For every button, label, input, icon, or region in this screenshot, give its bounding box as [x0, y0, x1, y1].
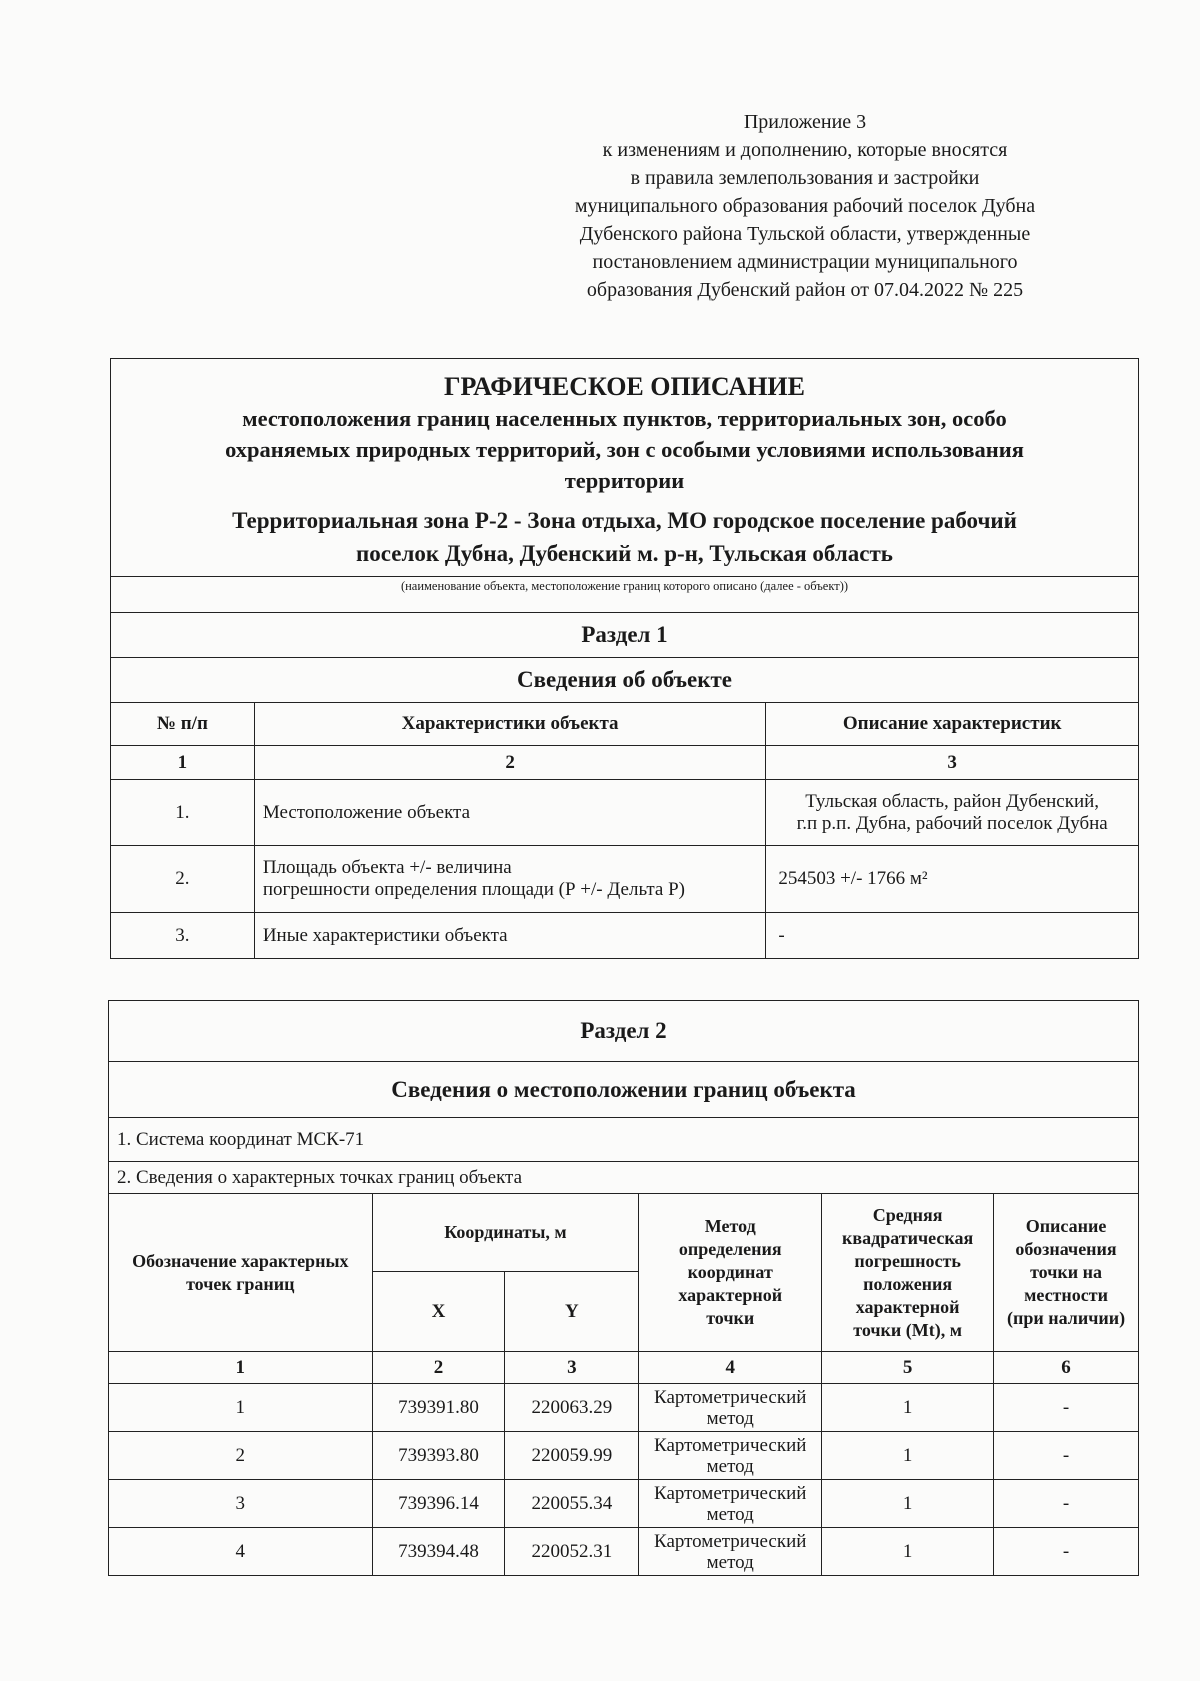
header-line: характерной — [678, 1285, 783, 1305]
header-line: местности — [1024, 1285, 1108, 1305]
point-id: 1 — [109, 1384, 373, 1432]
method-line: Картометрический — [654, 1386, 807, 1408]
header-line: квадратическая — [842, 1227, 974, 1248]
row-characteristic-line: погрешности определения площади (Р +/- Дельта Р) — [262, 879, 686, 900]
header-line: Описание — [1025, 1216, 1107, 1236]
header-line: точки (Mt), м — [853, 1319, 963, 1340]
appendix-line: образования Дубенский район от 07.04.2022 № 225 — [586, 279, 1024, 301]
point-id: 4 — [109, 1528, 373, 1576]
row-number: 3. — [111, 913, 255, 959]
point-method — [639, 1480, 822, 1528]
zone-name-line: поселок Дубна, Дубенский м. р-н, Тульская область — [356, 541, 893, 566]
appendix-line: постановлением администрации муниципального — [592, 251, 1018, 273]
col-header-characteristic: Характеристики объекта — [254, 703, 766, 746]
table-row — [109, 1432, 1139, 1480]
point-x: 739396.14 — [372, 1480, 505, 1528]
document-title: ГРАФИЧЕСКОЕ ОПИСАНИЕ — [444, 372, 805, 401]
header-line: погрешность — [854, 1250, 961, 1271]
table-row — [109, 1528, 1139, 1576]
point-desc: - — [994, 1528, 1139, 1576]
appendix-line: к изменениям и дополнению, которые вносятся — [602, 139, 1008, 161]
point-id: 2 — [109, 1432, 373, 1480]
header-line: положения — [863, 1273, 953, 1294]
col-header-designation — [109, 1194, 373, 1352]
col-header-number: № п/п — [111, 703, 255, 746]
col-number: 2 — [254, 746, 766, 780]
row-characteristic — [254, 846, 766, 913]
zone-name-line: Территориальная зона Р-2 - Зона отдыха, МО городское поселение рабочий — [232, 508, 1017, 533]
document-subtitle-line: территории — [564, 468, 685, 493]
point-method — [639, 1432, 822, 1480]
col-header-x: X — [372, 1272, 505, 1352]
col-header-description: Описание характеристик — [766, 703, 1139, 746]
appendix-line: в правила землепользования и застройки — [630, 167, 980, 189]
method-line: метод — [706, 1407, 754, 1429]
point-y: 220055.34 — [505, 1480, 639, 1528]
document-subtitle-line: местоположения границ населенных пунктов, территориальных зон, особо — [242, 406, 1007, 431]
point-y: 220059.99 — [505, 1432, 639, 1480]
col-header-coords: Координаты, м — [372, 1194, 639, 1272]
table-row — [111, 780, 1139, 846]
col-number: 3 — [505, 1352, 639, 1384]
point-mt: 1 — [822, 1384, 994, 1432]
point-desc: - — [994, 1384, 1139, 1432]
header-line: координат — [687, 1262, 773, 1282]
section2-table — [108, 1000, 1139, 1576]
appendix-block — [520, 108, 1090, 304]
col-number: 2 — [372, 1352, 505, 1384]
point-mt: 1 — [822, 1528, 994, 1576]
header-line: точки на — [1030, 1262, 1102, 1282]
col-number: 6 — [994, 1352, 1139, 1384]
row-description-line: г.п р.п. Дубна, рабочий поселок Дубна — [796, 812, 1108, 834]
method-line: Картометрический — [654, 1434, 807, 1456]
header-line: Средняя — [872, 1204, 943, 1225]
section2-title: Раздел 2 — [109, 1001, 1139, 1062]
col-header-desc — [994, 1194, 1139, 1352]
point-mt: 1 — [822, 1432, 994, 1480]
header-line: точки — [706, 1308, 755, 1328]
header-line: точек границ — [186, 1273, 295, 1294]
section2-subtitle: Сведения о местоположении границ объекта — [109, 1062, 1139, 1118]
row-number: 2. — [111, 846, 255, 913]
col-header-method — [639, 1194, 822, 1352]
col-header-error — [822, 1194, 994, 1352]
point-y: 220052.31 — [505, 1528, 639, 1576]
col-number: 4 — [639, 1352, 822, 1384]
col-number: 1 — [111, 746, 255, 780]
row-characteristic: Местоположение объекта — [254, 780, 766, 846]
row-description: - — [766, 913, 1139, 959]
method-line: Картометрический — [654, 1530, 807, 1552]
row-characteristic: Иные характеристики объекта — [254, 913, 766, 959]
appendix-line: Дубенского района Тульской области, утвержденные — [579, 223, 1031, 245]
col-number: 3 — [766, 746, 1139, 780]
header-line: определения — [678, 1239, 782, 1259]
header-line: Метод — [704, 1216, 756, 1236]
point-desc: - — [994, 1432, 1139, 1480]
header-line: обозначения — [1015, 1239, 1117, 1259]
table-row — [111, 846, 1139, 913]
row-description-line: Тульская область, район Дубенский, — [805, 790, 1100, 812]
point-desc: - — [994, 1480, 1139, 1528]
method-line: метод — [706, 1455, 754, 1477]
document-subtitle-line: охраняемых природных территорий, зон с особыми условиями использования — [225, 437, 1024, 462]
point-mt: 1 — [822, 1480, 994, 1528]
document-header — [111, 359, 1139, 577]
col-number: 1 — [109, 1352, 373, 1384]
section1-subtitle: Сведения об объекте — [111, 658, 1139, 703]
table-row — [111, 913, 1139, 959]
method-line: Картометрический — [654, 1482, 807, 1504]
row-characteristic-line: Площадь объекта +/- величина — [262, 857, 512, 878]
row-description: 254503 +/- 1766 м² — [766, 846, 1139, 913]
table-row — [109, 1384, 1139, 1432]
col-header-y: Y — [505, 1272, 639, 1352]
coord-system: 1. Система координат МСК-71 — [109, 1118, 1139, 1162]
row-number: 1. — [111, 780, 255, 846]
points-info: 2. Сведения о характерных точках границ объекта — [109, 1162, 1139, 1194]
point-x: 739391.80 — [372, 1384, 505, 1432]
point-x: 739394.48 — [372, 1528, 505, 1576]
object-note: (наименование объекта, местоположение границ которого описано (далее - объект)) — [111, 577, 1139, 613]
point-id: 3 — [109, 1480, 373, 1528]
table-row — [109, 1480, 1139, 1528]
appendix-line: Приложение 3 — [743, 111, 867, 133]
method-line: метод — [706, 1503, 754, 1525]
section1-table — [110, 358, 1139, 959]
appendix-line: муниципального образования рабочий поселок Дубна — [574, 195, 1036, 217]
section1-title: Раздел 1 — [111, 613, 1139, 658]
header-line: (при наличии) — [1006, 1308, 1126, 1328]
point-method — [639, 1528, 822, 1576]
header-line: характерной — [855, 1296, 960, 1317]
row-description — [766, 780, 1139, 846]
point-x: 739393.80 — [372, 1432, 505, 1480]
point-method — [639, 1384, 822, 1432]
header-line: Обозначение характерных — [132, 1250, 349, 1271]
point-y: 220063.29 — [505, 1384, 639, 1432]
method-line: метод — [706, 1551, 754, 1573]
col-number: 5 — [822, 1352, 994, 1384]
